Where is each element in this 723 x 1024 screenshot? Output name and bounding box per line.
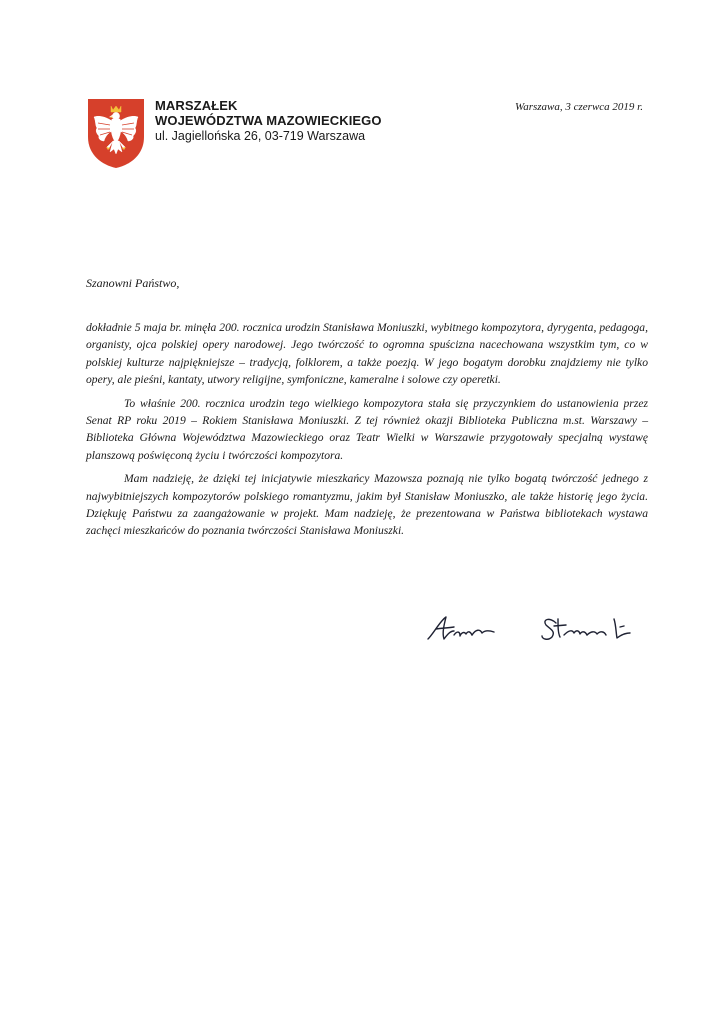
paragraph: To właśnie 200. rocznica urodzin tego wielkiego kompozytora stała się przyczynkiem do ustanowienia przez Senat RP roku 2019 – Rokiem Stanisława Moniuszki. Z tej również okazji Biblioteka Publiczna m.st. Warszawy – Biblioteka Główna Województwa Mazowieckiego oraz Teatr Wielki w Warszawie przygotowały specjalną wystawę planszową poświęconą życiu i twórczości kompozytora. <box>86 396 648 462</box>
salutation: Szanowni Państwo, <box>86 276 180 290</box>
paragraph: dokładnie 5 maja br. minęła 200. rocznica urodzin Stanisława Moniuszki, wybitnego kompozytora, dyrygenta, pedagoga, organisty, ojca polskiej opery narodowej. Jego twórczość to ogromna spuścizna nacechowana wszystkim tym, co w polskiej kulturze najpiękniejsze – tradycją, folklorem, a także poezją. W jego bogatym dorobku znajdziemy nie tylko opery, ale pieśni, kantaty, utwory religijne, symfoniczne, kameralne i solowe czy operetki. <box>86 321 648 387</box>
letter-body <box>86 319 648 546</box>
letterhead-subtitle: WOJEWÓDZTWA MAZOWIECKIEGO <box>155 113 382 128</box>
paragraph: Mam nadzieję, że dzięki tej inicjatywie mieszkańcy Mazowsza poznają nie tylko bogatą twórczość jednego z najwybitniejszych kompozytorów polskiego romantyzmu, jakim był Stanisław Moniuszko, ale także historię jego życia. Dziękuję Państwu za zaangażowanie w projekt. Mam nadzieję, że prezentowana w Państwa bibliotekach wystawa zachęci mieszkańców do poznania twórczości Stanisława Moniuszki. <box>86 472 648 538</box>
handwritten-signature-icon <box>424 611 644 651</box>
letterhead-title: MARSZAŁEK <box>155 98 238 113</box>
eagle-crest-icon <box>86 97 146 169</box>
letterhead <box>155 98 382 144</box>
letterhead-address: ul. Jagiellońska 26, 03-719 Warszawa <box>155 129 366 143</box>
letter-date: Warszawa, 3 czerwca 2019 r. <box>515 101 643 113</box>
